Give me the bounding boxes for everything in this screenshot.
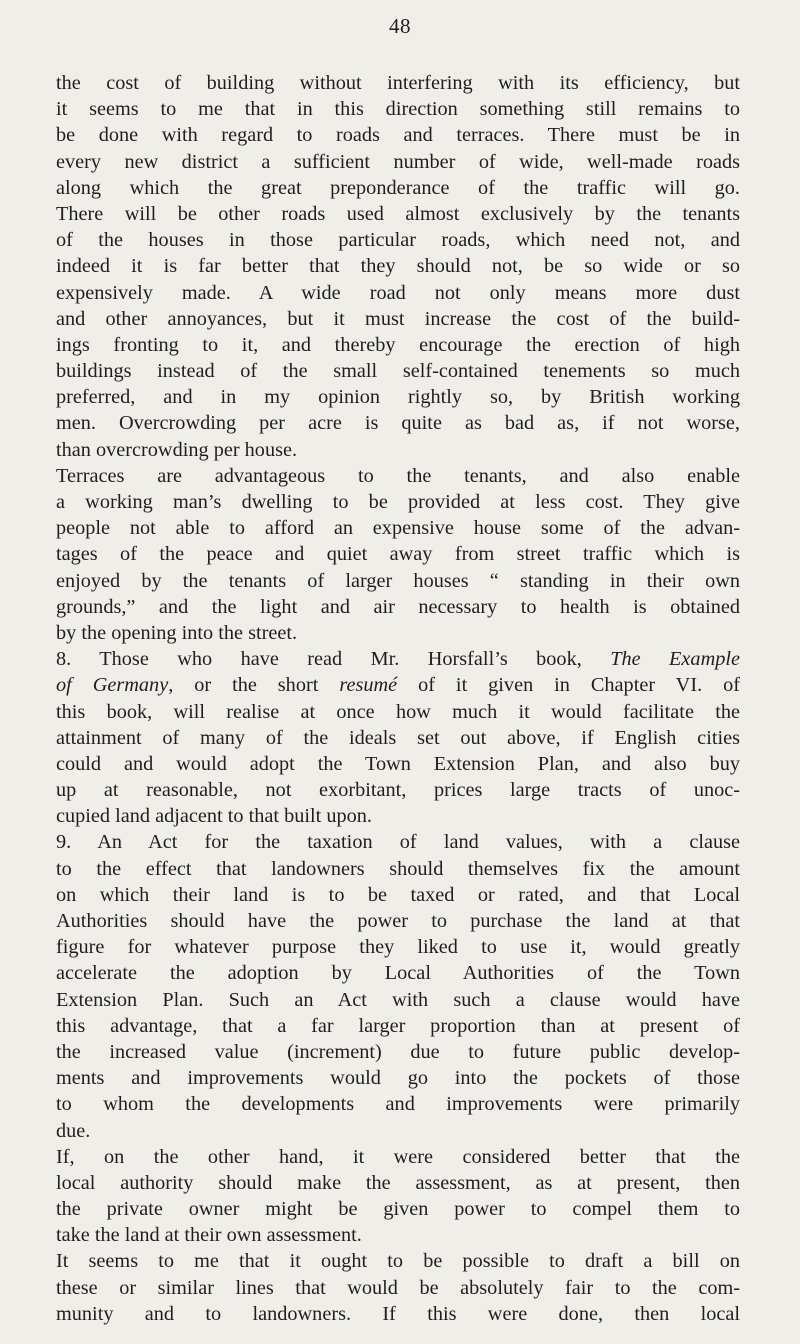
text-line: accelerate the adoption by Local Authorities of the Town [56,962,740,985]
text-line: 9. An Act for the taxation of land values, with a clause [56,831,740,854]
text-line: ments and improvements would go into the pockets of those [56,1067,740,1090]
text-line: to the effect that landowners should themselves fix the amount [56,857,740,880]
text-segment: of it given in Chapter VI. of [397,674,740,697]
text-line: than overcrowding per house. [56,438,298,461]
book-title: The Example [610,648,740,671]
text-segment: , or the short [168,674,340,697]
text-line: figure for whatever purpose they liked to use it, would greatly [56,936,740,959]
text-line-with-title [56,672,740,698]
text-line: preferred, and in my opinion rightly so, by British working [56,386,740,409]
text-line: Authorities should have the power to purchase the land at that [56,910,740,932]
text-line: local authority should make the assessment, as at present, then [56,1171,740,1194]
text-line: attainment of many of the ideals set out above, if English cities [56,726,740,749]
page-number: 48 [389,14,411,38]
text-line: be done with regard to roads and terraces. There must be in [56,124,740,147]
text-line: by the opening into the street. [56,621,298,644]
text-segment: 8. Those who have read Mr. Horsfall’s book, [56,648,611,671]
text-line: buildings instead of the small self-contained tenements so much [56,360,740,383]
text-line: a working man’s dwelling to be provided at less cost. They give [56,491,740,513]
text-line: It seems to me that it ought to be possible to draft a bill on [56,1250,740,1273]
italic-term: resumé [339,674,398,697]
text-line: Extension Plan. Such an Act with such a clause would have [56,988,740,1011]
text-line: this book, will realise at once how much it would facilitate the [56,700,740,723]
text-line: cupied land adjacent to that built upon. [56,805,372,828]
text-line: Terraces are advantageous to the tenants, and also enable [56,464,740,487]
text-line: and other annoyances, but it must increase the cost of the build- [56,307,740,330]
text-line: on which their land is to be taxed or rated, and that Local [56,883,740,906]
text-line: men. Overcrowding per acre is quite as bad as, if not worse, [56,412,740,435]
text-line: There will be other roads used almost exclusively by the tenants [56,202,740,225]
text-line: take the land at their own assessment. [56,1224,362,1247]
text-line: If, on the other hand, it were considered better that the [56,1145,740,1168]
text-line: the cost of building without interfering with its efficiency, but [56,72,740,94]
text-line: up at reasonable, not exorbitant, prices large tracts of unoc- [56,779,740,802]
text-line: the increased value (increment) due to future public develop- [56,1040,740,1063]
text-line: this advantage, that a far larger proportion than at present of [56,1014,740,1037]
book-title: of Germany [56,674,169,697]
text-line: due. [56,1119,91,1142]
text-line: ings fronting to it, and thereby encourage the erection of high [56,333,740,356]
text-line: expensively made. A wide road not only means more dust [56,281,740,304]
text-line: enjoyed by the tenants of larger houses “ standing in their own [56,569,740,592]
text-line: along which the great preponderance of the traffic will go. [56,176,740,199]
text-line: people not able to afford an expensive house some of the advan- [56,517,740,540]
text-line: to whom the developments and improvements were primarily [56,1093,740,1116]
text-line: the private owner might be given power to compel them to [56,1198,740,1221]
text-line: tages of the peace and quiet away from street traffic which is [56,543,740,566]
text-line: munity and to landowners. If this were done, then local [56,1302,740,1325]
text-line: of the houses in those particular roads, which need not, and [56,229,740,252]
text-line: indeed it is far better that they should not, be so wide or so [56,255,740,278]
text-line: could and would adopt the Town Extension Plan, and also buy [56,752,740,775]
body-text [56,70,740,1327]
text-line: these or similar lines that would be absolutely fair to the com- [56,1276,740,1299]
text-line-with-title [56,646,740,672]
text-line: every new district a sufficient number of wide, well-made roads [56,150,740,173]
text-line: it seems to me that in this direction something still remains to [56,98,740,121]
text-line: grounds,” and the light and air necessary to health is obtained [56,595,740,618]
